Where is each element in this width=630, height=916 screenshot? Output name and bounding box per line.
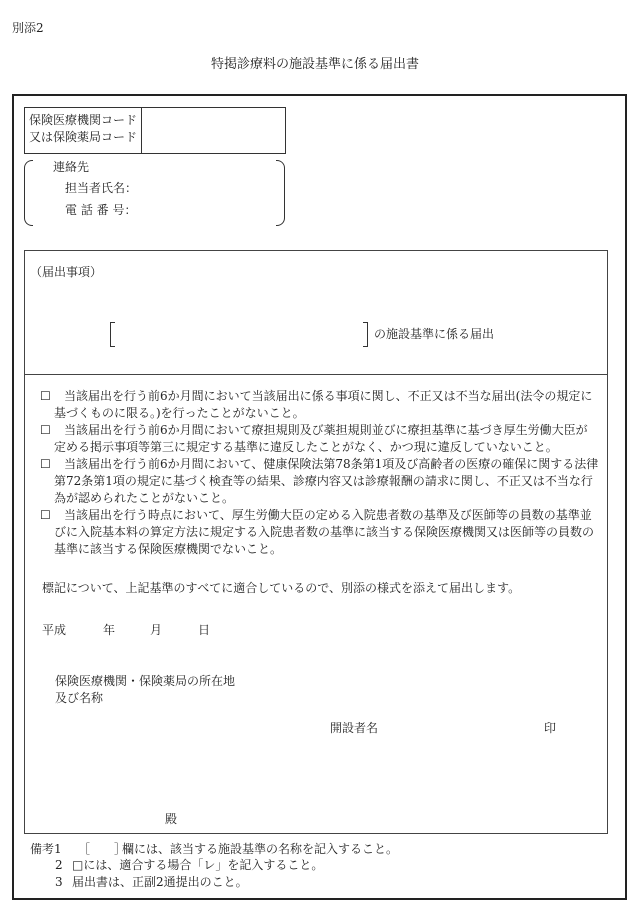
person-name-label: 担当者氏名： <box>65 181 138 195</box>
notification-suffix: の施設基準に係る届出 <box>374 327 495 341</box>
note-1-text: 欄には、該当する施設基準の名称を記入すること。 <box>122 842 399 856</box>
item-text: 第72条第1項の規定に基づく検査等の結果、診療内容又は診療報酬の請求に関し、不正又は不当な行 <box>54 474 593 488</box>
address-label-line2: 及び名称 <box>55 691 104 705</box>
institution-code-field[interactable] <box>143 108 284 153</box>
item-text: 当該届出を行う時点において、厚生労働大臣の定める入院患者数の基準及び医師等の員数の基準並 <box>64 508 592 522</box>
note-1-brackets: ［ ］ <box>78 842 127 856</box>
note-3-number: 3 <box>55 875 63 889</box>
checkbox[interactable]: ☐ <box>40 457 51 471</box>
person-name-field[interactable] <box>140 178 270 196</box>
phone-field[interactable] <box>140 200 270 218</box>
phone-label: 電 話 番 号： <box>65 203 137 217</box>
item-text: 為が認められたことがないこと。 <box>54 491 235 505</box>
section-divider <box>24 374 607 375</box>
checkbox[interactable]: ☐ <box>40 389 51 403</box>
checklist <box>40 388 600 558</box>
note-3-text: 届出書は、正副2通提出のこと。 <box>72 875 248 889</box>
seal-label: 印 <box>544 721 557 735</box>
checklist-item <box>40 422 600 456</box>
item-text: 基準に該当する保険医療機関でないこと。 <box>54 542 283 556</box>
date-year: 年 <box>103 623 116 637</box>
checklist-item <box>40 388 600 422</box>
bracket-left <box>110 322 115 347</box>
note-1-label: 備考1 <box>30 842 62 856</box>
addressee-suffix: 殿 <box>165 812 178 826</box>
address-label-line1: 保険医療機関・保険薬局の所在地 <box>55 674 236 688</box>
date-day: 日 <box>198 623 211 637</box>
checklist-item <box>40 456 600 507</box>
facility-standard-field[interactable] <box>118 325 360 343</box>
note-2-number: 2 <box>55 858 63 872</box>
item-text: 定める掲示事項等第三に規定する基準に違反したことがなく、かつ現に違反していないこと。 <box>54 440 558 454</box>
date-era: 平成 <box>42 623 67 637</box>
code-label-line1: 保険医療機関コード <box>29 113 138 127</box>
document-title: 特掲診療料の施設基準に係る届出書 <box>210 57 419 72</box>
item-text: 当該届出を行う前6か月間において当該届出に係る事項に関し、不正又は不当な届出(法令の規定に <box>64 389 593 403</box>
checkbox[interactable]: ☐ <box>40 423 51 437</box>
institution-code-label <box>25 108 142 153</box>
contact-heading: 連絡先 <box>53 160 90 174</box>
bracket-right <box>363 322 368 347</box>
checklist-item <box>40 507 600 558</box>
item-text: 当該届出を行う前6か月間において療担規則及び薬担規則並びに療担基準に基づき厚生労働大臣が <box>64 423 588 437</box>
code-label-line2: 又は保険薬局コード <box>29 130 138 144</box>
note-2-text: □には、適合する場合「レ」を記入すること。 <box>72 858 324 872</box>
contact-bracket-left <box>24 160 33 226</box>
contact-bracket-right <box>276 160 285 226</box>
item-text: 当該届出を行う前6か月間において、健康保険法第78条第1項及び高齢者の医療の確保に関する法律 <box>64 457 599 471</box>
declaration-text: 標記について、上記基準のすべてに適合しているので、別添の様式を添えて届出します。 <box>42 581 521 595</box>
institution-code-box <box>24 107 286 154</box>
founder-label: 開設者名 <box>330 721 379 735</box>
date-month: 月 <box>150 623 163 637</box>
attachment-label: 別添2 <box>12 21 44 35</box>
item-text: びに入院基本料の算定方法に規定する入院患者数の基準に該当する保険医療機関又は医師等の員数の <box>54 525 595 539</box>
item-text: 基づくものに限る。)を行ったことがないこと。 <box>54 406 305 420</box>
notification-heading: （届出事項） <box>30 265 103 279</box>
checkbox[interactable]: ☐ <box>40 508 51 522</box>
